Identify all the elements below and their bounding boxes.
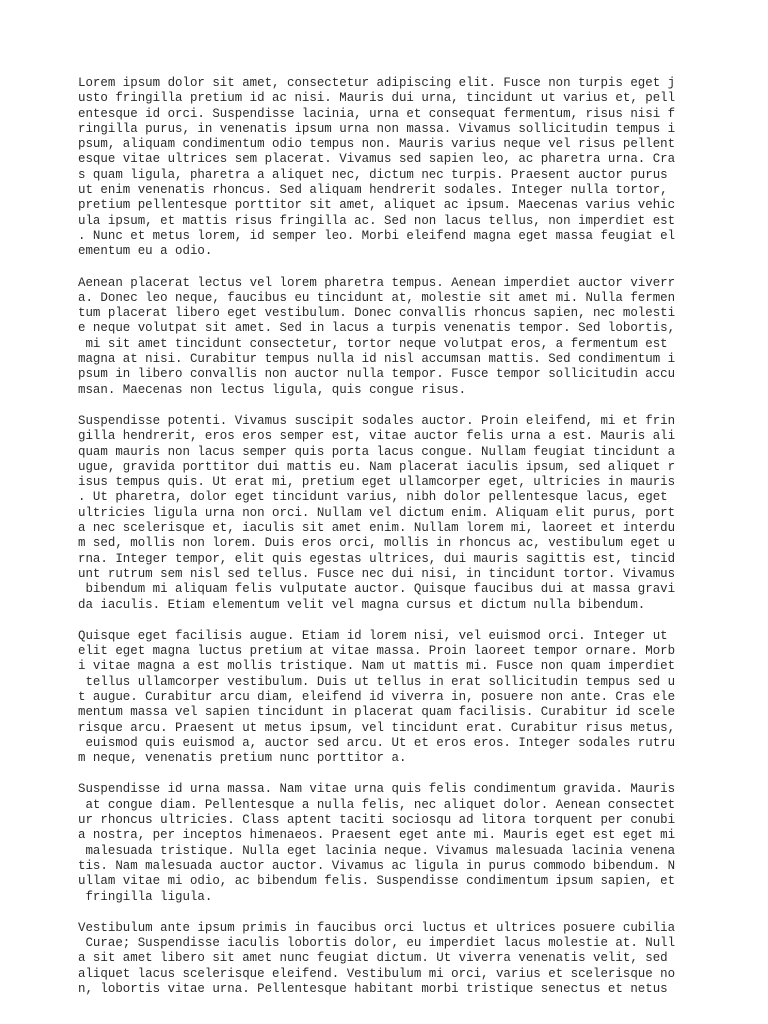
text-line: Curae; Suspendisse iaculis lobortis dolor, eu imperdiet lacus molestie at. Null — [78, 936, 676, 951]
text-line: malesuada tristique. Nulla eget lacinia neque. Vivamus malesuada lacinia venena — [78, 843, 676, 858]
paragraph-4 — [78, 629, 698, 767]
text-line: bibendum mi aliquam felis vulputate auctor. Quisque faucibus dui at massa gravi — [78, 582, 676, 597]
text-line: ugue, gravida porttitor dui mattis eu. Nam placerat iaculis ipsum, sed aliquet r — [78, 459, 676, 474]
paragraph-3 — [78, 414, 698, 613]
text-line: aliquet lacus scelerisque eleifend. Vestibulum mi orci, varius et scelerisque no — [78, 966, 676, 981]
text-line: elit eget magna luctus pretium at vitae massa. Proin laoreet tempor ornare. Morb — [78, 644, 676, 659]
text-line: Quisque eget facilisis augue. Etiam id lorem nisi, vel euismod orci. Integer ut — [78, 628, 668, 643]
text-line: rna. Integer tempor, elit quis egestas ultrices, dui mauris sagittis est, tincid — [78, 551, 676, 566]
text-line: unt rutrum sem nisl sed tellus. Fusce nec dui nisi, in tincidunt tortor. Vivamus — [78, 566, 676, 581]
text-line: usto fringilla pretium id ac nisi. Mauris dui urna, tincidunt ut varius et, pell — [78, 91, 676, 106]
text-line: msan. Maecenas non lectus ligula, quis congue risus. — [78, 382, 467, 397]
text-line: a sit amet libero sit amet nunc feugiat dictum. Ut viverra venenatis velit, sed — [78, 951, 668, 966]
paragraph-6 — [78, 921, 698, 997]
text-line: da iaculis. Etiam elementum velit vel magna cursus et dictum nulla bibendum. — [78, 597, 646, 612]
text-line: tum placerat libero eget vestibulum. Donec convallis rhoncus sapien, nec molesti — [78, 306, 676, 321]
text-line: isus tempus quis. Ut erat mi, pretium eget ullamcorper eget, ultricies in mauris — [78, 475, 676, 490]
text-line: mi sit amet tincidunt consectetur, tortor neque volutpat eros, a fermentum est — [78, 336, 668, 351]
text-line: fringilla ligula. — [78, 889, 213, 904]
text-line: Vestibulum ante ipsum primis in faucibus orci luctus et ultrices posuere cubilia — [78, 920, 676, 935]
text-line: i vitae magna a est mollis tristique. Nam ut mattis mi. Fusce non quam imperdiet — [78, 659, 676, 674]
text-line: m neque, venenatis pretium nunc porttitor a. — [78, 751, 407, 766]
text-line: ringilla purus, in venenatis ipsum urna non massa. Vivamus sollicitudin tempus i — [78, 121, 676, 136]
text-line: s quam ligula, pharetra a aliquet nec, dictum nec turpis. Praesent auctor purus — [78, 167, 668, 182]
text-line: ementum eu a odio. — [78, 244, 213, 259]
text-line: mentum massa vel sapien tincidunt in placerat quam facilisis. Curabitur id scele — [78, 705, 676, 720]
text-line: ullam vitae mi odio, ac bibendum felis. Suspendisse condimentum ipsum sapien, et — [78, 874, 676, 889]
text-line: quam mauris non lacus semper quis porta lacus congue. Nullam feugiat tincidunt a — [78, 444, 676, 459]
paragraph-1 — [78, 76, 698, 260]
text-line: psum, aliquam condimentum odio tempus non. Mauris varius neque vel risus pellent — [78, 137, 676, 152]
paragraph-2 — [78, 276, 698, 398]
text-line: a. Donec leo neque, faucibus eu tincidunt at, molestie sit amet mi. Nulla fermen — [78, 290, 676, 305]
text-line: gilla hendrerit, eros eros semper est, vitae auctor felis urna a est. Mauris ali — [78, 429, 676, 444]
text-line: . Ut pharetra, dolor eget tincidunt varius, nibh dolor pellentesque lacus, eget — [78, 490, 668, 505]
text-line: euismod quis euismod a, auctor sed arcu. Ut et eros eros. Integer sodales rutru — [78, 735, 676, 750]
text-line: tis. Nam malesuada auctor auctor. Vivamus ac ligula in purus commodo bibendum. N — [78, 858, 676, 873]
text-line: esque vitae ultrices sem placerat. Vivamus sed sapien leo, ac pharetra urna. Cra — [78, 152, 676, 167]
text-line: Aenean placerat lectus vel lorem pharetra tempus. Aenean imperdiet auctor viverr — [78, 275, 676, 290]
text-line: Lorem ipsum dolor sit amet, consectetur adipiscing elit. Fusce non turpis eget j — [78, 76, 676, 90]
text-line: pretium pellentesque porttitor sit amet, aliquet ac ipsum. Maecenas varius vehic — [78, 198, 676, 213]
text-line: entesque id orci. Suspendisse lacinia, urna et consequat fermentum, risus nisi f — [78, 106, 676, 121]
text-line: Suspendisse potenti. Vivamus suscipit sodales auctor. Proin eleifend, mi et frin — [78, 413, 676, 428]
text-line: Suspendisse id urna massa. Nam vitae urna quis felis condimentum gravida. Mauris — [78, 782, 676, 797]
text-line: ultricies ligula urna non orci. Nullam vel dictum enim. Aliquam elit purus, port — [78, 505, 676, 520]
text-line: . Nunc et metus lorem, id semper leo. Morbi eleifend magna eget massa feugiat el — [78, 228, 676, 243]
text-line: risque arcu. Praesent ut metus ipsum, vel tincidunt erat. Curabitur risus metus, — [78, 720, 676, 735]
text-line: e neque volutpat sit amet. Sed in lacus a turpis venenatis tempor. Sed lobortis, — [78, 321, 676, 336]
text-line: ula ipsum, et mattis risus fringilla ac. Sed non lacus tellus, non imperdiet est — [78, 213, 676, 228]
text-line: psum in libero convallis non auctor nulla tempor. Fusce tempor sollicitudin accu — [78, 367, 676, 382]
text-line: a nec scelerisque et, iaculis sit amet enim. Nullam lorem mi, laoreet et interdu — [78, 521, 676, 536]
text-line: ur rhoncus ultricies. Class aptent taciti sociosqu ad litora torquent per conubi — [78, 813, 676, 828]
text-line: m sed, mollis non lorem. Duis eros orci, mollis in rhoncus ac, vestibulum eget u — [78, 536, 676, 551]
paragraph-5 — [78, 782, 698, 904]
text-line: magna at nisi. Curabitur tempus nulla id nisl accumsan mattis. Sed condimentum i — [78, 352, 676, 367]
text-line: n, lobortis vitae urna. Pellentesque habitant morbi tristique senectus et netus — [78, 982, 668, 997]
text-line: t augue. Curabitur arcu diam, eleifend id viverra in, posuere non ante. Cras ele — [78, 689, 676, 704]
text-line: tellus ullamcorper vestibulum. Duis ut tellus in erat sollicitudin tempus sed u — [78, 674, 676, 689]
text-line: a nostra, per inceptos himenaeos. Praesent eget ante mi. Mauris eget est eget mi — [78, 828, 676, 843]
document-body — [78, 76, 698, 1013]
text-line: ut enim venenatis rhoncus. Sed aliquam hendrerit sodales. Integer nulla tortor, — [78, 183, 668, 198]
text-line: at congue diam. Pellentesque a nulla felis, nec aliquet dolor. Aenean consectet — [78, 797, 676, 812]
